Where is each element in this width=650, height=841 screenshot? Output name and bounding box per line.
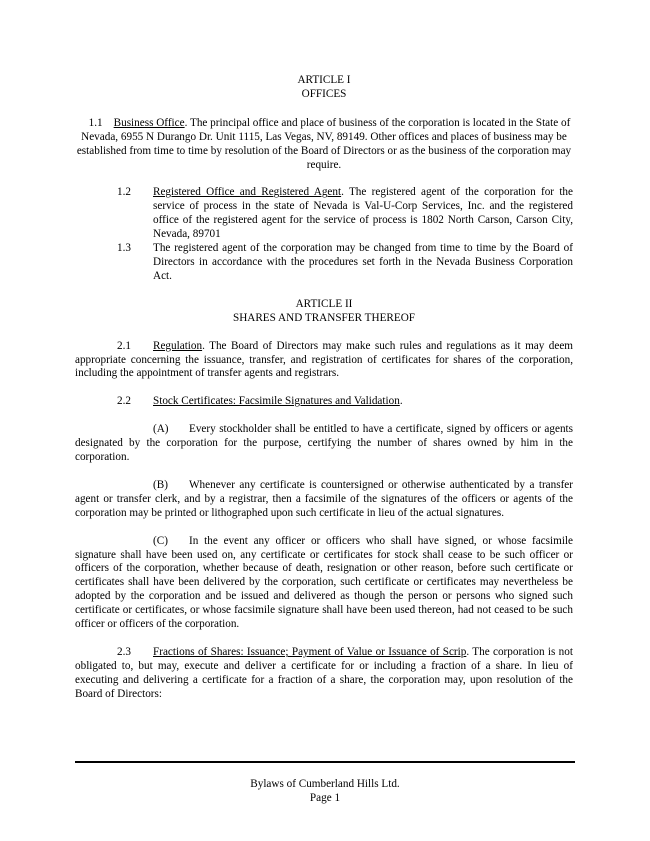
section-2-3-number: 2.3 [117,646,131,658]
section-1-3-text: The registered agent of the corporation may be changed from time to time by the Board of Directors in accordance with the procedures set forth in the Nevada Business Corporation Act. [153,242,573,282]
section-1-1-text: . The principal office and place of business of the corporation is located in the State of Nevada, 6955 N Durango Dr. Unit 1115, Las Vegas, NV, 89149. Other offices and places of business may be established from time to time by resolution of the Board of Directors or as the business of the corporation may require. [76,116,572,171]
section-2-2-c-text: In the event any officer or officers who shall have signed, or whose facsimile signature shall have been used on, any certificate or certificates for stock shall cease to be such officer or officers of the corporation, whether because of death, resignation or other reason, before such certificate or certificates shall have been delivered by the corporation, such certificate or certificates may nevertheless be adopted by the corporation and be issued and delivered as though the person or persons who signed such certificate or certificates, or whose facsimile signature shall have been used thereon, had not ceased to be such officer or officers of the corporation. [75,534,573,631]
section-2-2-c-label: (C) [153,534,168,547]
section-2-2-a-label: (A) [153,423,169,436]
section-2-2-a-text: Every stockholder shall be entitled to have a certificate, signed by officers or agents designated by the corporation for the purpose, certifying the number of shares owned by him in the corporation. [75,423,573,464]
section-2-1-heading: Regulation [153,339,203,352]
section-2-2-number: 2.2 [117,395,131,408]
document-body [75,74,573,716]
section-2-1-text: . The Board of Directors may make such rules and regulations as it may deem appropriate concerning the issuance, transfer, and registration of certificates for shares of the corporation, including the appointment of transfer agents and registrars. [75,339,573,380]
section-1-2-number: 1.2 [117,186,131,199]
footer-document-title: Bylaws of Cumberland Hills Ltd. [250,778,400,790]
section-2-2-b-text: Whenever any certificate is countersigned or otherwise authenticated by a transfer agent or transfer clerk, and by a registrar, then a facsimile of the signatures of the officers or agents of the corporation may be printed or lithographed upon such certificate in lieu of the actual signatures. [75,478,573,519]
section-2-1 [75,340,573,382]
footer-page-number: Page 1 [309,792,341,804]
section-1-2-heading: Registered Office and Registered Agent [153,186,342,199]
section-2-3-text: . The corporation is not obligated to, but may, execute and deliver a certificate for or including a fraction of a share. In lieu of executing and delivering a certificate for a fraction of a share, the corporation may, upon resolution of the Board of Directors: [75,646,573,700]
section-2-2-c [75,535,573,632]
section-2-2-tail: . [399,395,403,408]
section-2-1-number: 2.1 [117,339,131,352]
section-1-1-heading: Business Office [113,116,185,129]
section-2-2-b-label: (B) [153,478,168,491]
article-2-heading [75,298,573,326]
section-1-3-number: 1.3 [117,242,131,255]
article-1-title: ARTICLE I [297,74,351,86]
footer-divider [75,761,575,763]
section-2-3-heading: Fractions of Shares: Issuance; Payment of Value or Issuance of Scrip [153,646,467,658]
article-2-subtitle: SHARES AND TRANSFER THEREOF [232,311,416,324]
section-1-2-text: . The registered agent of the corporation for the service of process in the state of Nevada is Val-U-Corp Services, Inc. and the registered office of the registered agent for the service of process is 1802 North Carson, Carson City, Nevada, 89701 [153,186,573,241]
page-footer [75,777,575,805]
article-1-subtitle: OFFICES [301,87,347,100]
section-1-2 [75,186,573,242]
section-2-2 [75,395,573,409]
section-2-3 [75,646,573,702]
article-1-heading [75,74,573,102]
section-1-1 [75,117,573,173]
section-1-1-number: 1.1 [88,116,103,129]
section-2-2-a [75,423,573,465]
article-2-title: ARTICLE II [295,297,353,310]
section-1-3 [75,242,573,284]
section-2-2-heading: Stock Certificates: Facsimile Signatures and Validation [153,395,400,408]
section-2-2-b [75,479,573,521]
